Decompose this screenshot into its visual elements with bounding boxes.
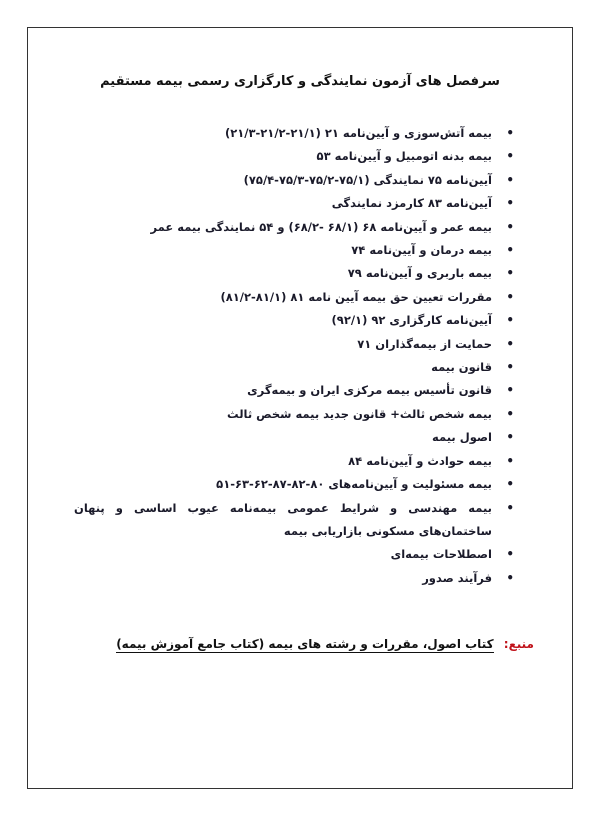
list-item-text: آیین‌نامه کارگزاری ۹۲ (۹۲/۱) xyxy=(331,313,492,328)
list-item-text: حمایت از بیمه‌گذاران ۷۱ xyxy=(357,336,492,351)
list-item xyxy=(74,497,514,544)
list-item xyxy=(74,239,514,262)
list-item-text: آیین‌نامه ۷۵ نمایندگی (۷۵/۱-۷۵/۲-۷۵/۳-۷۵/۴) xyxy=(243,172,492,187)
list-item xyxy=(74,543,514,566)
document-title: سرفصل های آزمون نمایندگی و کارگزاری رسمی بیمه مستقیم xyxy=(100,74,500,89)
topic-list xyxy=(74,122,514,590)
bullet-icon: • xyxy=(506,219,514,234)
bullet-icon: • xyxy=(506,547,514,562)
bullet-icon: • xyxy=(506,500,514,515)
list-item xyxy=(74,426,514,449)
list-item xyxy=(74,192,514,215)
list-item-text: مقررات تعیین حق بیمه آیین نامه ۸۱ (۸۱/۱-۸۱/۲) xyxy=(220,289,492,304)
bullet-icon: • xyxy=(506,570,514,585)
bullet-icon: • xyxy=(506,172,514,187)
list-item xyxy=(74,169,514,192)
list-item-text: بیمه درمان و آیین‌نامه ۷۴ xyxy=(351,243,492,258)
list-item xyxy=(74,216,514,239)
list-item-text: بیمه مهندسی و شرایط عمومی بیمه‌نامه عیوب اساسی و پنهان ساختمان‌های مسکونی بازاریابی بیمه xyxy=(74,500,492,538)
source-line xyxy=(116,637,534,651)
list-item-text: آیین‌نامه ۸۳ کارمزد نمایندگی xyxy=(331,196,492,211)
list-item-text: اصطلاحات بیمه‌ای xyxy=(390,547,492,562)
list-item-text: بیمه آتش‌سوزی و آیین‌نامه ۲۱ (۲۱/۱-۲۱/۲-۲۱/۳) xyxy=(224,126,492,140)
bullet-icon: • xyxy=(506,243,514,258)
bullet-icon: • xyxy=(506,383,514,398)
list-item xyxy=(74,145,514,168)
list-item-text: بیمه بدنه اتومبیل و آیین‌نامه ۵۳ xyxy=(316,149,492,164)
bullet-icon: • xyxy=(506,430,514,445)
list-item-text: اصول بیمه xyxy=(432,430,492,445)
list-item-text: بیمه باربری و آیین‌نامه ۷۹ xyxy=(347,266,492,281)
bullet-icon: • xyxy=(506,196,514,211)
list-item xyxy=(74,450,514,473)
bullet-icon: • xyxy=(506,266,514,281)
list-item-text: بیمه مسئولیت و آیین‌نامه‌های ۸۰-۸۲-۸۷-۶۲-۶۳-۵۱ xyxy=(216,477,492,492)
list-item xyxy=(74,403,514,426)
list-item xyxy=(74,356,514,379)
bullet-icon: • xyxy=(506,289,514,304)
list-item-text: قانون تأسیس بیمه مرکزی ایران و بیمه‌گری xyxy=(247,383,492,398)
source-text: کتاب اصول، مقررات و رشته های بیمه (کتاب جامع آموزش بیمه) xyxy=(116,637,494,651)
list-item xyxy=(74,309,514,332)
list-item xyxy=(74,333,514,356)
list-item xyxy=(74,567,514,590)
list-item xyxy=(74,473,514,496)
bullet-icon: • xyxy=(506,360,514,375)
bullet-icon: • xyxy=(506,313,514,328)
list-item-text: فرآیند صدور xyxy=(422,570,492,585)
bullet-icon: • xyxy=(506,336,514,351)
list-item-text: بیمه عمر و آیین‌نامه ۶۸ (۶۸/۱ -۶۸/۲) و ۵۴ نمایندگی بیمه عمر xyxy=(150,219,492,234)
bullet-icon: • xyxy=(506,477,514,492)
list-item-text: بیمه شخص ثالث+ قانون جدید بیمه شخص ثالث xyxy=(227,406,492,421)
list-item-text: قانون بیمه xyxy=(431,360,492,375)
list-item-text: بیمه حوادث و آیین‌نامه ۸۴ xyxy=(348,453,492,468)
bullet-icon: • xyxy=(506,406,514,421)
source-label: منبع: xyxy=(503,637,534,651)
list-item xyxy=(74,122,514,145)
bullet-icon: • xyxy=(506,149,514,164)
list-item xyxy=(74,262,514,285)
bullet-icon: • xyxy=(506,453,514,468)
list-item xyxy=(74,379,514,402)
list-item xyxy=(74,286,514,309)
bullet-icon: • xyxy=(506,126,514,140)
